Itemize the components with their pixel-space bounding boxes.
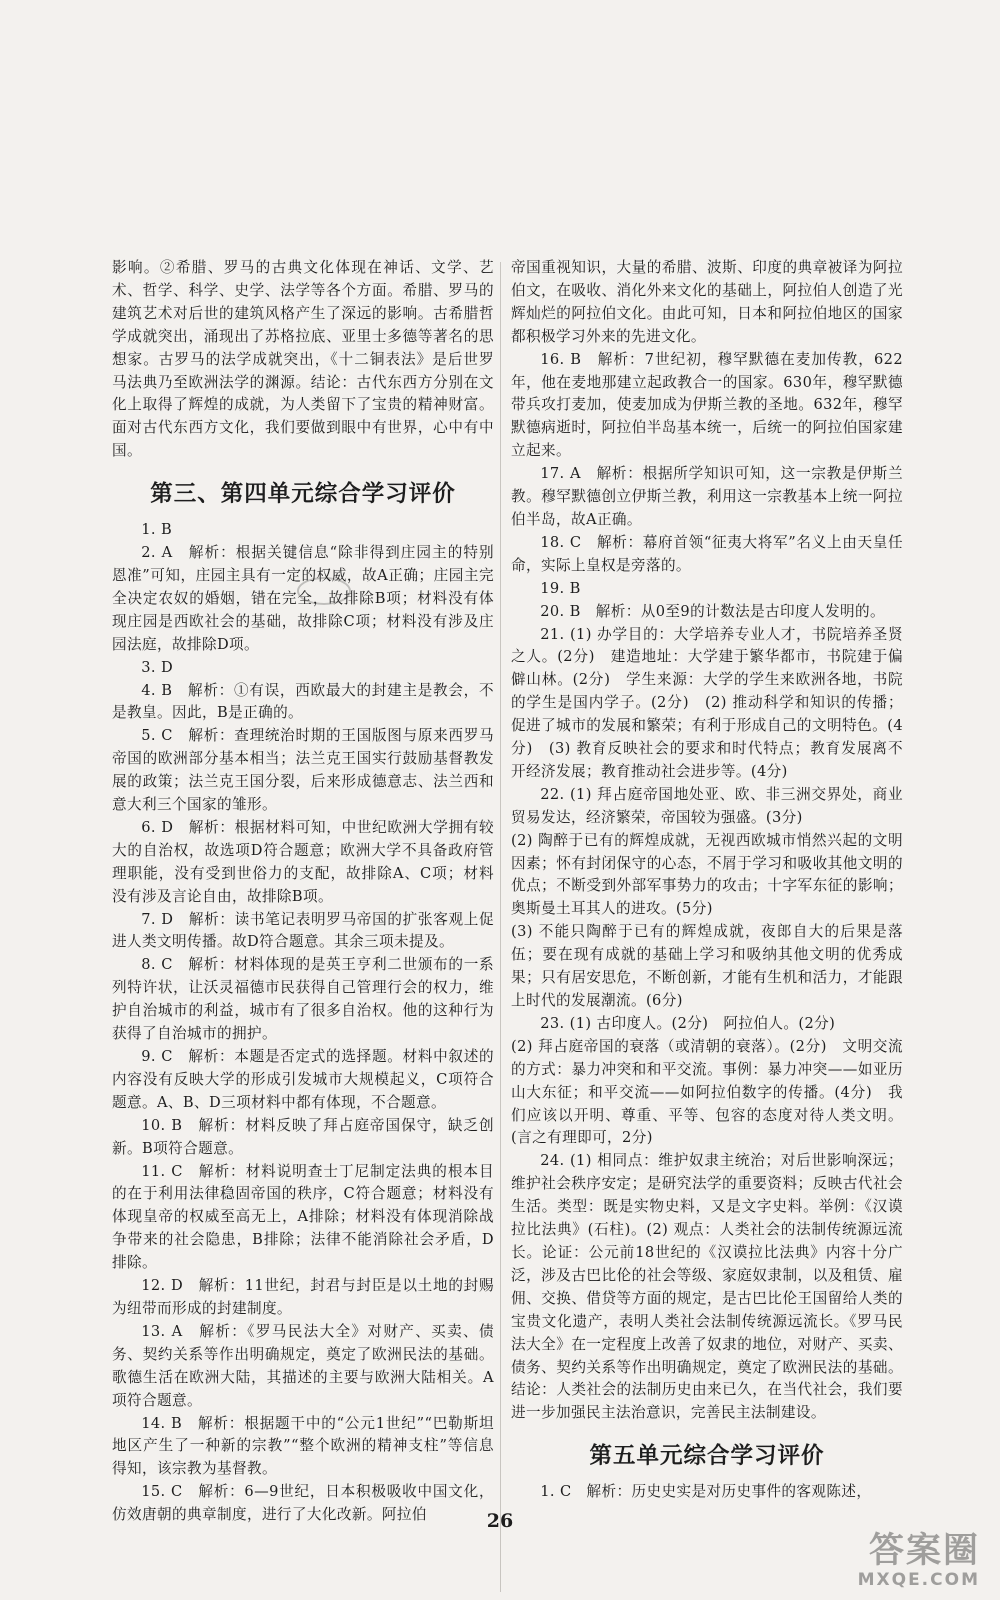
answer-subitem: (2) 陶醉于已有的辉煌成就，无视西欧城市悄然兴起的文明因素；怀有封闭保守的心态，不屑于学习和吸收其他文明的优点；不断受到外部军事势力的攻击；十字军东征的影响；奥斯曼土耳其人的进攻。(5分) [511,831,903,918]
answer-item: 4. B 解析：①有误，西欧最大的封建主是教会，不是教皇。因此，B是正确的。 [112,681,494,722]
watermark-logo [815,1533,980,1591]
answer-item: 24. (1) 相同点：维护奴隶主统治；对后世影响深远；维护社会秩序安定；是研究法学的重要资料；反映古代社会生活。类型：既是实物史料，又是文字史料。举例：《汉谟拉比法典》(石柱)。(2) 观点：人类社会的法制传统源远流长。论证：公元前18世纪的《汉谟拉比法典》内容十分广泛，涉及古巴比伦的社会等级、家庭奴隶制，以及租赁、雇佣、交换、借贷等方面的规定，是古巴比伦王国留给人类的宝贵文化遗产，表明人类社会法制传统源远流长。《罗马民法大全》在一定程度上改善了奴隶的地位，对财产、买卖、债务、契约关系等作出明确规定，奠定了欧洲民法的基础。结论：人类社会的法制历史由来已久，在当代社会，我们要进一步加强民主法治意识，完善民主法制建设。 [511,1152,903,1422]
answer-item: 6. D 解析：根据材料可知，中世纪欧洲大学拥有较大的自治权，故选项D符合题意；欧洲大学不具备政府管理职能，没有受到世俗力的支配，故排除A、C项；材料没有涉及言论自由，故排除B项。 [112,818,494,905]
answer-item: 11. C 解析：材料说明查士丁尼制定法典的根本目的在于利用法律稳固帝国的秩序，C符合题意；材料没有体现皇帝的权威至高无上，A排除；材料没有体现消除战争带来的社会隐患，B排除；法律不能消除社会矛盾，D排除。 [112,1162,494,1272]
column-divider [500,262,501,1592]
answer-subitem: (3) 不能只陶醉于已有的辉煌成就，夜郎自大的后果是落伍；要在现有成就的基础上学习和吸纳其他文明的优秀成果；只有居安思危，不断创新，才能有生机和活力，才能跟上时代的发展潮流。(6分) [511,923,903,1009]
answer-item: 1. B [141,521,173,539]
answer-item: 5. C 解析：查理统治时期的王国版图与原来西罗马帝国的欧洲部分基本相当；法兰克王国实行鼓励基督教发展的政策；法兰克王国分裂，后来形成德意志、法兰西和意大利三个国家的雏形。 [112,727,494,814]
answer-item: 9. C 解析：本题是否定式的选择题。材料中叙述的内容没有反映大学的形成引发城市大规模起义，C项符合题意。A、B、D三项材料中都有体现，不合题意。 [112,1048,494,1111]
answer-item: 19. B [540,579,581,597]
right-column [511,257,903,1504]
section-heading-unit-5: 第五单元综合学习评价 [589,1443,825,1470]
answer-item: 23. (1) 古印度人。(2分) 阿拉伯人。(2分) [540,1014,836,1032]
paragraph: 影响。②希腊、罗马的古典文化体现在神话、文学、艺术、哲学、科学、史学、法学等各个方面。希腊、罗马的建筑艺术对后世的建筑风格产生了深远的影响。古希腊哲学成就突出，涌现出了苏格拉底、亚里士多德等著名的思想家。古罗马的法学成就突出，《十二铜表法》是后世罗马法典乃至欧洲法学的渊源。结论：古代东西方分别在文化上取得了辉煌的成就，为人类留下了宝贵的精神财富。面对古代东西方文化，我们要做到眼中有世界，心中有中国。 [112,259,494,460]
answer-item: 8. C 解析：材料体现的是英王亨利二世颁布的一系列特许状，让沃灵福德市民获得自己管理行会的权力，维护自治城市的利益，城市有了很多自治权。他的这种行为获得了自治城市的拥护。 [112,956,494,1043]
paragraph: 帝国重视知识，大量的希腊、波斯、印度的典章被译为阿拉伯文，在吸收、消化外来文化的基础上，阿拉伯人创造了光辉灿烂的阿拉伯文化。由此可知，日本和阿拉伯地区的国家都积极学习外来的先进文化。 [511,259,903,345]
section-heading-unit-3-4: 第三、第四单元综合学习评价 [150,481,456,508]
answer-item: 2. A 解析：根据关键信息“除非得到庄园主的特别恩准”可知，庄园主具有一定的权威，故A正确；庄园主完全决定农奴的婚姻，错在完全，故排除B项；材料没有体现庄园是西欧社会的基础，故排除C项；材料没有涉及庄园法庭，故排除D项。 [112,544,494,653]
page-number: 26 [486,1510,514,1532]
answer-item: 13. A 解析：《罗马民法大全》对财产、买卖、债务、契约关系等作出明确规定，奠定了欧洲民法的基础。歌德生活在欧洲大陆，其描述的主要与欧洲大陆相关。A项符合题意。 [112,1322,494,1409]
answer-item: 7. D 解析：读书笔记表明罗马帝国的扩张客观上促进人类文明传播。故D符合题意。其余三项未提及。 [112,910,494,951]
answer-item: 16. B 解析：7世纪初，穆罕默德在麦加传教，622年，他在麦地那建立起政教合一的国家。630年，穆罕默德带兵攻打麦加，使麦加成为伊斯兰教的圣地。632年，穆罕默德病逝时，阿拉伯半岛基本统一，后统一的阿拉伯国家建立起来。 [511,350,903,460]
left-column [112,257,494,1527]
answer-item: 18. C 解析：幕府首领“征夷大将军”名义上由天皇任命，实际上皇权是旁落的。 [511,533,903,574]
answer-subitem: (2) 拜占庭帝国的衰落（或清朝的衰落）。(2分) 文明交流的方式：暴力冲突和和平交流。事例：暴力冲突——如亚历山大东征；和平交流——如阿拉伯数字的传播。(4分) 我们应该以开明、尊重、平等、包容的态度对待人类文明。(言之有理即可，2分) [511,1037,903,1147]
watermark-stamp [297,577,351,605]
answer-item: 20. B 解析：从0至9的计数法是古印度人发明的。 [540,602,886,620]
answer-item: 21. (1) 办学目的：大学培养专业人才，书院培养圣贤之人。(2分) 建造地址：大学建于繁华都市，书院建于偏僻山林。(2分) 学生来源：大学的学生来欧洲各地，书院的学生是国内学子。(2分) (2) 推动科学和知识的传播；促进了城市的发展和繁荣；有利于形成自己的文明特色。(4分) (3) 教育反映社会的要求和时代特点；教育发展离不开经济发展；教育推动社会进步等。(4分) [511,625,903,780]
answer-item: 3. D [141,658,174,676]
logo-url: MXQE.COM [857,1570,980,1590]
answer-item: 22. (1) 拜占庭帝国地处亚、欧、非三洲交界处，商业贸易发达，经济繁荣，帝国较为强盛。(3分) [511,785,903,826]
answer-item: 15. C 解析：6—9世纪，日本积极吸收中国文化，仿效唐朝的典章制度，进行了大化改新。阿拉伯 [112,1483,494,1524]
answer-item: 14. B 解析：根据题干中的“公元1世纪”“巴勒斯坦地区产生了一种新的宗教”“整个欧洲的精神支柱”等信息得知，该宗教为基督教。 [112,1414,494,1478]
answer-item: 1. C 解析：历史史实是对历史事件的客观陈述， [540,1483,872,1501]
answer-item: 10. B 解析：材料反映了拜占庭帝国保守，缺乏创新。B项符合题意。 [112,1116,494,1157]
answer-item: 12. D 解析：11世纪，封君与封臣是以土地的封赐为纽带而形成的封建制度。 [112,1277,494,1317]
answer-item: 17. A 解析：根据所学知识可知，这一宗教是伊斯兰教。穆罕默德创立伊斯兰教，利用这一宗教基本上统一阿拉伯半岛，故A正确。 [511,465,903,528]
logo-text: 答案圈 [868,1531,980,1571]
